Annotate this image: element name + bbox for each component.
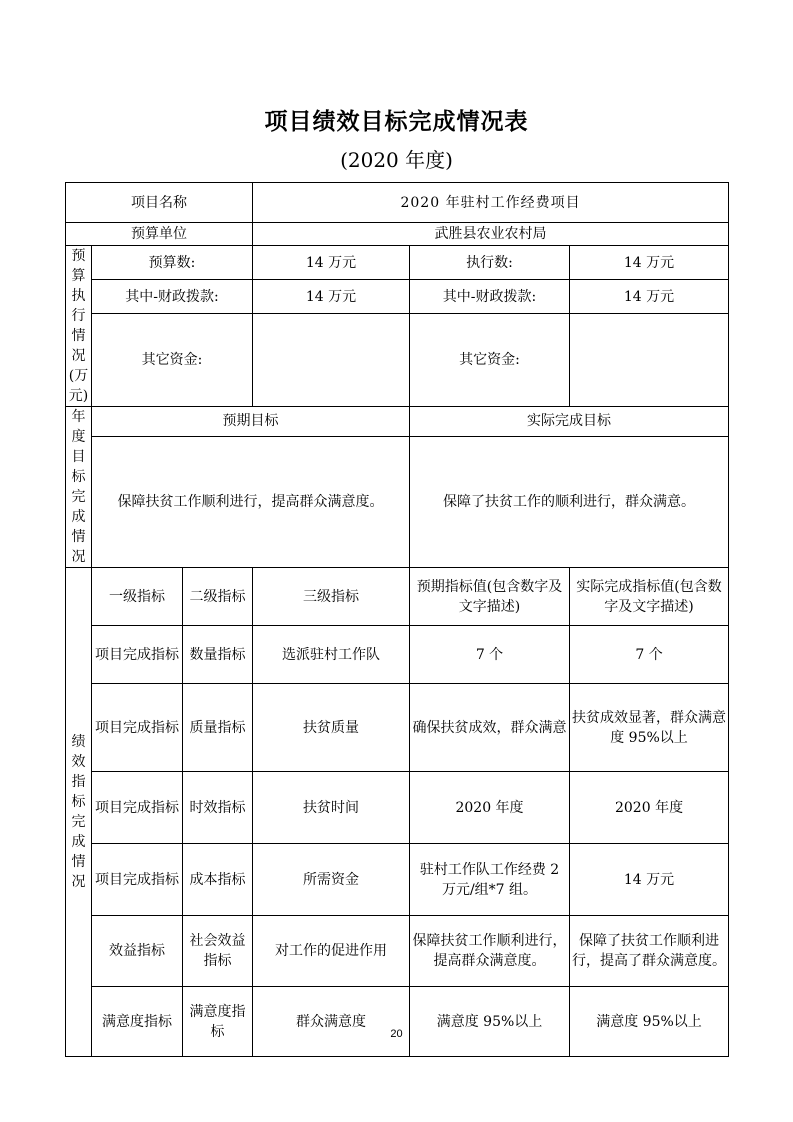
table-row bbox=[66, 916, 729, 987]
page-subtitle: (2020 年度) bbox=[340, 148, 453, 172]
cell-level3: 扶贫质量 bbox=[253, 684, 410, 772]
header-expected: 预期指标值(包含数字及文字描述) bbox=[410, 568, 570, 626]
exec-amount-label: 执行数: bbox=[410, 246, 570, 280]
cell-actual: 满意度 95%以上 bbox=[570, 987, 729, 1057]
cell-level3: 选派驻村工作队 bbox=[253, 626, 410, 684]
table-row bbox=[66, 436, 729, 567]
expected-target-text: 保障扶贫工作顺利进行，提高群众满意度。 bbox=[92, 436, 410, 567]
fiscal-label-exec: 其中-财政拨款: bbox=[410, 280, 570, 314]
annual-side-label: 年度目标完成情况 bbox=[66, 407, 92, 568]
other-funds-value-exec bbox=[570, 314, 729, 407]
table-row bbox=[66, 987, 729, 1057]
table-row bbox=[66, 844, 729, 916]
table-row bbox=[66, 407, 729, 437]
table-row bbox=[66, 280, 729, 314]
table-row bbox=[66, 223, 729, 246]
cell-level3: 群众满意度 bbox=[253, 987, 410, 1057]
cell-expected: 保障扶贫工作顺利进行，提高群众满意度。 bbox=[410, 916, 570, 987]
cell-level1: 项目完成指标 bbox=[92, 626, 183, 684]
cell-level2: 质量指标 bbox=[183, 684, 253, 772]
cell-level2: 时效指标 bbox=[183, 772, 253, 844]
cell-level1: 效益指标 bbox=[92, 916, 183, 987]
cell-level1: 项目完成指标 bbox=[92, 684, 183, 772]
table-row bbox=[66, 246, 729, 280]
fiscal-value-exec: 14 万元 bbox=[570, 280, 729, 314]
table-row bbox=[66, 626, 729, 684]
table-row bbox=[66, 183, 729, 223]
cell-level2: 数量指标 bbox=[183, 626, 253, 684]
cell-level1: 项目完成指标 bbox=[92, 844, 183, 916]
table-row bbox=[66, 772, 729, 844]
expected-target-header: 预期目标 bbox=[92, 407, 410, 437]
cell-actual: 扶贫成效显著，群众满意度 95%以上 bbox=[570, 684, 729, 772]
cell-expected: 驻村工作队工作经费 2 万元/组*7 组。 bbox=[410, 844, 570, 916]
table-row bbox=[66, 684, 729, 772]
budget-unit-value: 武胜县农业农村局 bbox=[253, 223, 729, 246]
cell-actual: 保障了扶贫工作顺利进行，提高了群众满意度。 bbox=[570, 916, 729, 987]
other-funds-value bbox=[253, 314, 410, 407]
budget-unit-label: 预算单位 bbox=[66, 223, 253, 246]
cell-expected: 满意度 95%以上 bbox=[410, 987, 570, 1057]
header-level2: 二级指标 bbox=[183, 568, 253, 626]
cell-level1: 项目完成指标 bbox=[92, 772, 183, 844]
exec-amount-value: 14 万元 bbox=[570, 246, 729, 280]
fiscal-value: 14 万元 bbox=[253, 280, 410, 314]
cell-expected: 2020 年度 bbox=[410, 772, 570, 844]
cell-level2: 满意度指标 bbox=[183, 987, 253, 1057]
table-row bbox=[66, 314, 729, 407]
table-row bbox=[66, 568, 729, 626]
cell-actual: 2020 年度 bbox=[570, 772, 729, 844]
project-name-label: 项目名称 bbox=[66, 183, 253, 223]
actual-target-text: 保障了扶贫工作的顺利进行，群众满意。 bbox=[410, 436, 729, 567]
page-number: 20 bbox=[390, 1028, 403, 1040]
cell-level1: 满意度指标 bbox=[92, 987, 183, 1057]
page-title: 项目绩效目标完成情况表 bbox=[264, 108, 529, 135]
cell-level2: 成本指标 bbox=[183, 844, 253, 916]
budget-side-label: 预算执行情况(万元) bbox=[66, 246, 92, 407]
cell-expected: 确保扶贫成效，群众满意 bbox=[410, 684, 570, 772]
other-funds-label: 其它资金: bbox=[92, 314, 253, 407]
cell-actual: 7 个 bbox=[570, 626, 729, 684]
budget-amount-value: 14 万元 bbox=[253, 246, 410, 280]
cell-level2: 社会效益指标 bbox=[183, 916, 253, 987]
actual-target-header: 实际完成目标 bbox=[410, 407, 729, 437]
performance-table bbox=[65, 182, 729, 1057]
cell-actual: 14 万元 bbox=[570, 844, 729, 916]
header-level3: 三级指标 bbox=[253, 568, 410, 626]
project-name-value: 2020 年驻村工作经费项目 bbox=[253, 183, 729, 223]
header-level1: 一级指标 bbox=[92, 568, 183, 626]
other-funds-label-exec: 其它资金: bbox=[410, 314, 570, 407]
header-actual: 实际完成指标值(包含数字及文字描述) bbox=[570, 568, 729, 626]
cell-level3: 所需资金 bbox=[253, 844, 410, 916]
cell-level3: 扶贫时间 bbox=[253, 772, 410, 844]
fiscal-label: 其中-财政拨款: bbox=[92, 280, 253, 314]
indicators-side-label: 绩效指标完成情况 bbox=[66, 568, 92, 1057]
cell-level3: 对工作的促进作用 bbox=[253, 916, 410, 987]
budget-amount-label: 预算数: bbox=[92, 246, 253, 280]
cell-expected: 7 个 bbox=[410, 626, 570, 684]
